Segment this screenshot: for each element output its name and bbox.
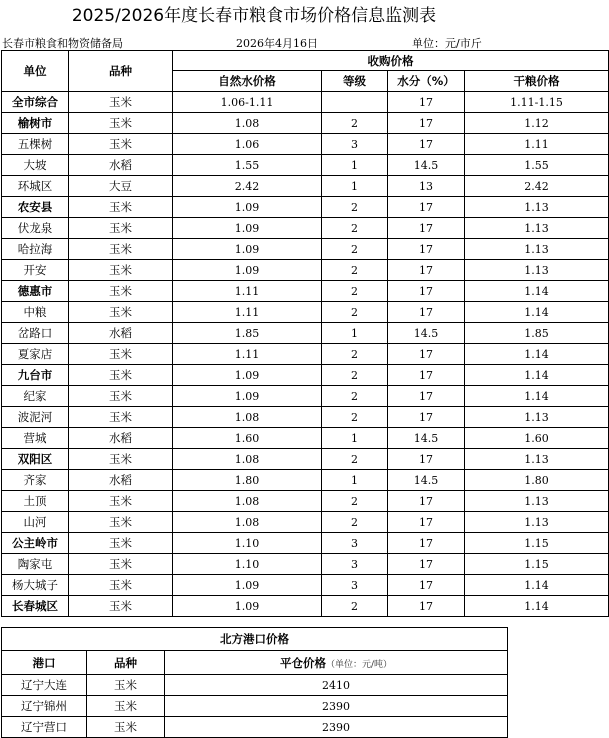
port-header-variety: 品种 <box>87 651 165 675</box>
grade-cell: 3 <box>322 575 388 596</box>
natural-price-cell: 1.09 <box>173 365 322 386</box>
variety-cell: 水稻 <box>69 428 173 449</box>
variety-cell: 水稻 <box>69 470 173 491</box>
moisture-cell: 17 <box>388 596 465 617</box>
grade-cell: 1 <box>322 323 388 344</box>
table-row <box>2 470 609 491</box>
variety-cell: 玉米 <box>69 596 173 617</box>
moisture-cell: 17 <box>388 134 465 155</box>
table-row <box>2 386 609 407</box>
grade-cell: 2 <box>322 449 388 470</box>
variety-cell: 玉米 <box>69 113 173 134</box>
port-header-price-unit: （单位：元/吨） <box>325 659 393 670</box>
grade-cell: 2 <box>322 512 388 533</box>
moisture-cell: 17 <box>388 512 465 533</box>
dry-price-cell: 1.13 <box>465 197 609 218</box>
place-cell: 齐家 <box>2 470 69 491</box>
natural-price-cell: 1.09 <box>173 596 322 617</box>
grade-cell: 1 <box>322 155 388 176</box>
moisture-cell: 17 <box>388 113 465 134</box>
table-row <box>2 155 609 176</box>
variety-cell: 玉米 <box>69 407 173 428</box>
natural-price-cell: 1.10 <box>173 533 322 554</box>
table-row <box>2 197 609 218</box>
port-table <box>1 627 508 738</box>
place-cell: 伏龙泉 <box>2 218 69 239</box>
place-cell: 岔路口 <box>2 323 69 344</box>
table-row <box>2 449 609 470</box>
grade-cell: 2 <box>322 197 388 218</box>
natural-price-cell: 1.11 <box>173 302 322 323</box>
dry-price-cell: 1.14 <box>465 386 609 407</box>
grade-cell: 2 <box>322 344 388 365</box>
grade-cell: 1 <box>322 176 388 197</box>
meta-line <box>0 32 508 50</box>
header-variety: 品种 <box>69 51 173 92</box>
grade-cell: 2 <box>322 218 388 239</box>
moisture-cell: 17 <box>388 449 465 470</box>
place-cell: 五棵树 <box>2 134 69 155</box>
place-cell: 山河 <box>2 512 69 533</box>
table-row <box>2 281 609 302</box>
report-date: 2026年4月16日 <box>236 37 318 50</box>
natural-price-cell: 1.60 <box>173 428 322 449</box>
dry-price-cell: 1.12 <box>465 113 609 134</box>
dry-price-cell: 1.14 <box>465 596 609 617</box>
variety-cell: 水稻 <box>69 155 173 176</box>
place-cell: 环城区 <box>2 176 69 197</box>
variety-cell: 玉米 <box>69 134 173 155</box>
port-price-cell: 2410 <box>165 675 508 696</box>
place-cell: 全市综合 <box>2 92 69 113</box>
port-variety-cell: 玉米 <box>87 696 165 717</box>
natural-price-cell: 1.80 <box>173 470 322 491</box>
place-cell: 大坡 <box>2 155 69 176</box>
table-row <box>2 92 609 113</box>
variety-cell: 玉米 <box>69 302 173 323</box>
grade-cell: 1 <box>322 428 388 449</box>
moisture-cell: 14.5 <box>388 470 465 491</box>
variety-cell: 玉米 <box>69 575 173 596</box>
place-cell: 波泥河 <box>2 407 69 428</box>
dry-price-cell: 1.13 <box>465 491 609 512</box>
moisture-cell: 17 <box>388 533 465 554</box>
port-variety-cell: 玉米 <box>87 675 165 696</box>
dry-price-cell: 1.15 <box>465 533 609 554</box>
moisture-cell: 14.5 <box>388 155 465 176</box>
variety-cell: 玉米 <box>69 386 173 407</box>
dry-price-cell: 1.11-1.15 <box>465 92 609 113</box>
header-natural-price: 自然水价格 <box>173 71 322 92</box>
table-row <box>2 554 609 575</box>
natural-price-cell: 1.11 <box>173 344 322 365</box>
variety-cell: 玉米 <box>69 344 173 365</box>
table-row <box>2 302 609 323</box>
page-title: 2025/2026年度长春市粮食市场价格信息监测表 <box>71 6 437 26</box>
dry-price-cell: 1.13 <box>465 239 609 260</box>
table-row <box>2 176 609 197</box>
place-cell: 陶家屯 <box>2 554 69 575</box>
variety-cell: 玉米 <box>69 449 173 470</box>
place-cell: 开安 <box>2 260 69 281</box>
table-row <box>2 491 609 512</box>
table-row <box>2 344 609 365</box>
grade-cell: 2 <box>322 596 388 617</box>
table-row <box>2 323 609 344</box>
grade-cell: 2 <box>322 239 388 260</box>
natural-price-cell: 1.08 <box>173 491 322 512</box>
moisture-cell: 17 <box>388 344 465 365</box>
place-cell: 营城 <box>2 428 69 449</box>
grade-cell: 3 <box>322 134 388 155</box>
moisture-cell: 17 <box>388 365 465 386</box>
port-price-cell: 2390 <box>165 696 508 717</box>
table-row <box>2 512 609 533</box>
grade-cell <box>322 92 388 113</box>
dry-price-cell: 1.13 <box>465 218 609 239</box>
place-cell: 双阳区 <box>2 449 69 470</box>
header-purchase: 收购价格 <box>173 51 609 71</box>
table-row <box>2 134 609 155</box>
price-table <box>1 50 609 617</box>
dry-price-cell: 1.13 <box>465 512 609 533</box>
moisture-cell: 14.5 <box>388 323 465 344</box>
moisture-cell: 17 <box>388 386 465 407</box>
port-header-port: 港口 <box>2 651 87 675</box>
place-cell: 九台市 <box>2 365 69 386</box>
port-row <box>2 717 508 738</box>
grade-cell: 3 <box>322 554 388 575</box>
natural-price-cell: 1.08 <box>173 113 322 134</box>
natural-price-cell: 1.09 <box>173 239 322 260</box>
variety-cell: 玉米 <box>69 260 173 281</box>
dry-price-cell: 1.60 <box>465 428 609 449</box>
port-header-price-label: 平仓价格 <box>279 655 326 670</box>
natural-price-cell: 1.55 <box>173 155 322 176</box>
dry-price-cell: 1.14 <box>465 365 609 386</box>
dry-price-cell: 2.42 <box>465 176 609 197</box>
variety-cell: 玉米 <box>69 533 173 554</box>
variety-cell: 玉米 <box>69 197 173 218</box>
table-row <box>2 575 609 596</box>
variety-cell: 水稻 <box>69 323 173 344</box>
port-row <box>2 696 508 717</box>
moisture-cell: 17 <box>388 302 465 323</box>
dry-price-cell: 1.14 <box>465 281 609 302</box>
port-name-cell: 辽宁锦州 <box>2 696 87 717</box>
dry-price-cell: 1.13 <box>465 260 609 281</box>
place-cell: 杨大城子 <box>2 575 69 596</box>
grade-cell: 1 <box>322 470 388 491</box>
header-dry-price: 干粮价格 <box>465 71 609 92</box>
grade-cell: 2 <box>322 260 388 281</box>
variety-cell: 玉米 <box>69 218 173 239</box>
dry-price-cell: 1.14 <box>465 302 609 323</box>
table-row <box>2 239 609 260</box>
moisture-cell: 17 <box>388 218 465 239</box>
place-cell: 德惠市 <box>2 281 69 302</box>
issuing-org: 长春市粮食和物资储备局 <box>2 37 123 50</box>
grade-cell: 2 <box>322 386 388 407</box>
moisture-cell: 17 <box>388 281 465 302</box>
dry-price-cell: 1.15 <box>465 554 609 575</box>
natural-price-cell: 1.06 <box>173 134 322 155</box>
place-cell: 农安县 <box>2 197 69 218</box>
header-place: 单位 <box>2 51 69 92</box>
variety-cell: 玉米 <box>69 239 173 260</box>
table-row <box>2 596 609 617</box>
grade-cell: 2 <box>322 281 388 302</box>
moisture-cell: 17 <box>388 260 465 281</box>
natural-price-cell: 1.08 <box>173 407 322 428</box>
natural-price-cell: 1.08 <box>173 512 322 533</box>
natural-price-cell: 1.11 <box>173 281 322 302</box>
grade-cell: 2 <box>322 407 388 428</box>
place-cell: 长春城区 <box>2 596 69 617</box>
moisture-cell: 17 <box>388 554 465 575</box>
port-name-cell: 辽宁大连 <box>2 675 87 696</box>
moisture-cell: 17 <box>388 92 465 113</box>
port-variety-cell: 玉米 <box>87 717 165 738</box>
moisture-cell: 17 <box>388 407 465 428</box>
table-row <box>2 365 609 386</box>
place-cell: 公主岭市 <box>2 533 69 554</box>
port-row <box>2 675 508 696</box>
moisture-cell: 17 <box>388 575 465 596</box>
grade-cell: 2 <box>322 491 388 512</box>
place-cell: 中粮 <box>2 302 69 323</box>
moisture-cell: 17 <box>388 197 465 218</box>
dry-price-cell: 1.55 <box>465 155 609 176</box>
dry-price-cell: 1.11 <box>465 134 609 155</box>
place-cell: 榆树市 <box>2 113 69 134</box>
variety-cell: 大豆 <box>69 176 173 197</box>
grade-cell: 2 <box>322 113 388 134</box>
natural-price-cell: 1.85 <box>173 323 322 344</box>
moisture-cell: 17 <box>388 491 465 512</box>
dry-price-cell: 1.80 <box>465 470 609 491</box>
port-price-cell: 2390 <box>165 717 508 738</box>
variety-cell: 玉米 <box>69 491 173 512</box>
header-moisture: 水分（%） <box>388 71 465 92</box>
dry-price-cell: 1.85 <box>465 323 609 344</box>
variety-cell: 玉米 <box>69 92 173 113</box>
natural-price-cell: 1.10 <box>173 554 322 575</box>
natural-price-cell: 1.09 <box>173 218 322 239</box>
port-name-cell: 辽宁营口 <box>2 717 87 738</box>
table-row <box>2 533 609 554</box>
place-cell: 土顶 <box>2 491 69 512</box>
port-section-title: 北方港口价格 <box>2 628 508 651</box>
variety-cell: 玉米 <box>69 281 173 302</box>
grade-cell: 2 <box>322 365 388 386</box>
table-row <box>2 260 609 281</box>
grade-cell: 2 <box>322 302 388 323</box>
table-row <box>2 218 609 239</box>
table-row <box>2 113 609 134</box>
variety-cell: 玉米 <box>69 554 173 575</box>
natural-price-cell: 1.09 <box>173 386 322 407</box>
variety-cell: 玉米 <box>69 365 173 386</box>
natural-price-cell: 2.42 <box>173 176 322 197</box>
price-unit: 单位：元/市斤 <box>412 37 482 50</box>
natural-price-cell: 1.09 <box>173 575 322 596</box>
header-grade: 等级 <box>322 71 388 92</box>
dry-price-cell: 1.13 <box>465 449 609 470</box>
place-cell: 夏家店 <box>2 344 69 365</box>
dry-price-cell: 1.14 <box>465 575 609 596</box>
moisture-cell: 17 <box>388 239 465 260</box>
table-row <box>2 428 609 449</box>
dry-price-cell: 1.13 <box>465 407 609 428</box>
natural-price-cell: 1.08 <box>173 449 322 470</box>
moisture-cell: 13 <box>388 176 465 197</box>
place-cell: 哈拉海 <box>2 239 69 260</box>
dry-price-cell: 1.14 <box>465 344 609 365</box>
natural-price-cell: 1.06-1.11 <box>173 92 322 113</box>
moisture-cell: 14.5 <box>388 428 465 449</box>
port-header-price <box>165 651 508 675</box>
grade-cell: 3 <box>322 533 388 554</box>
natural-price-cell: 1.09 <box>173 197 322 218</box>
table-row <box>2 407 609 428</box>
place-cell: 纪家 <box>2 386 69 407</box>
natural-price-cell: 1.09 <box>173 260 322 281</box>
variety-cell: 玉米 <box>69 512 173 533</box>
